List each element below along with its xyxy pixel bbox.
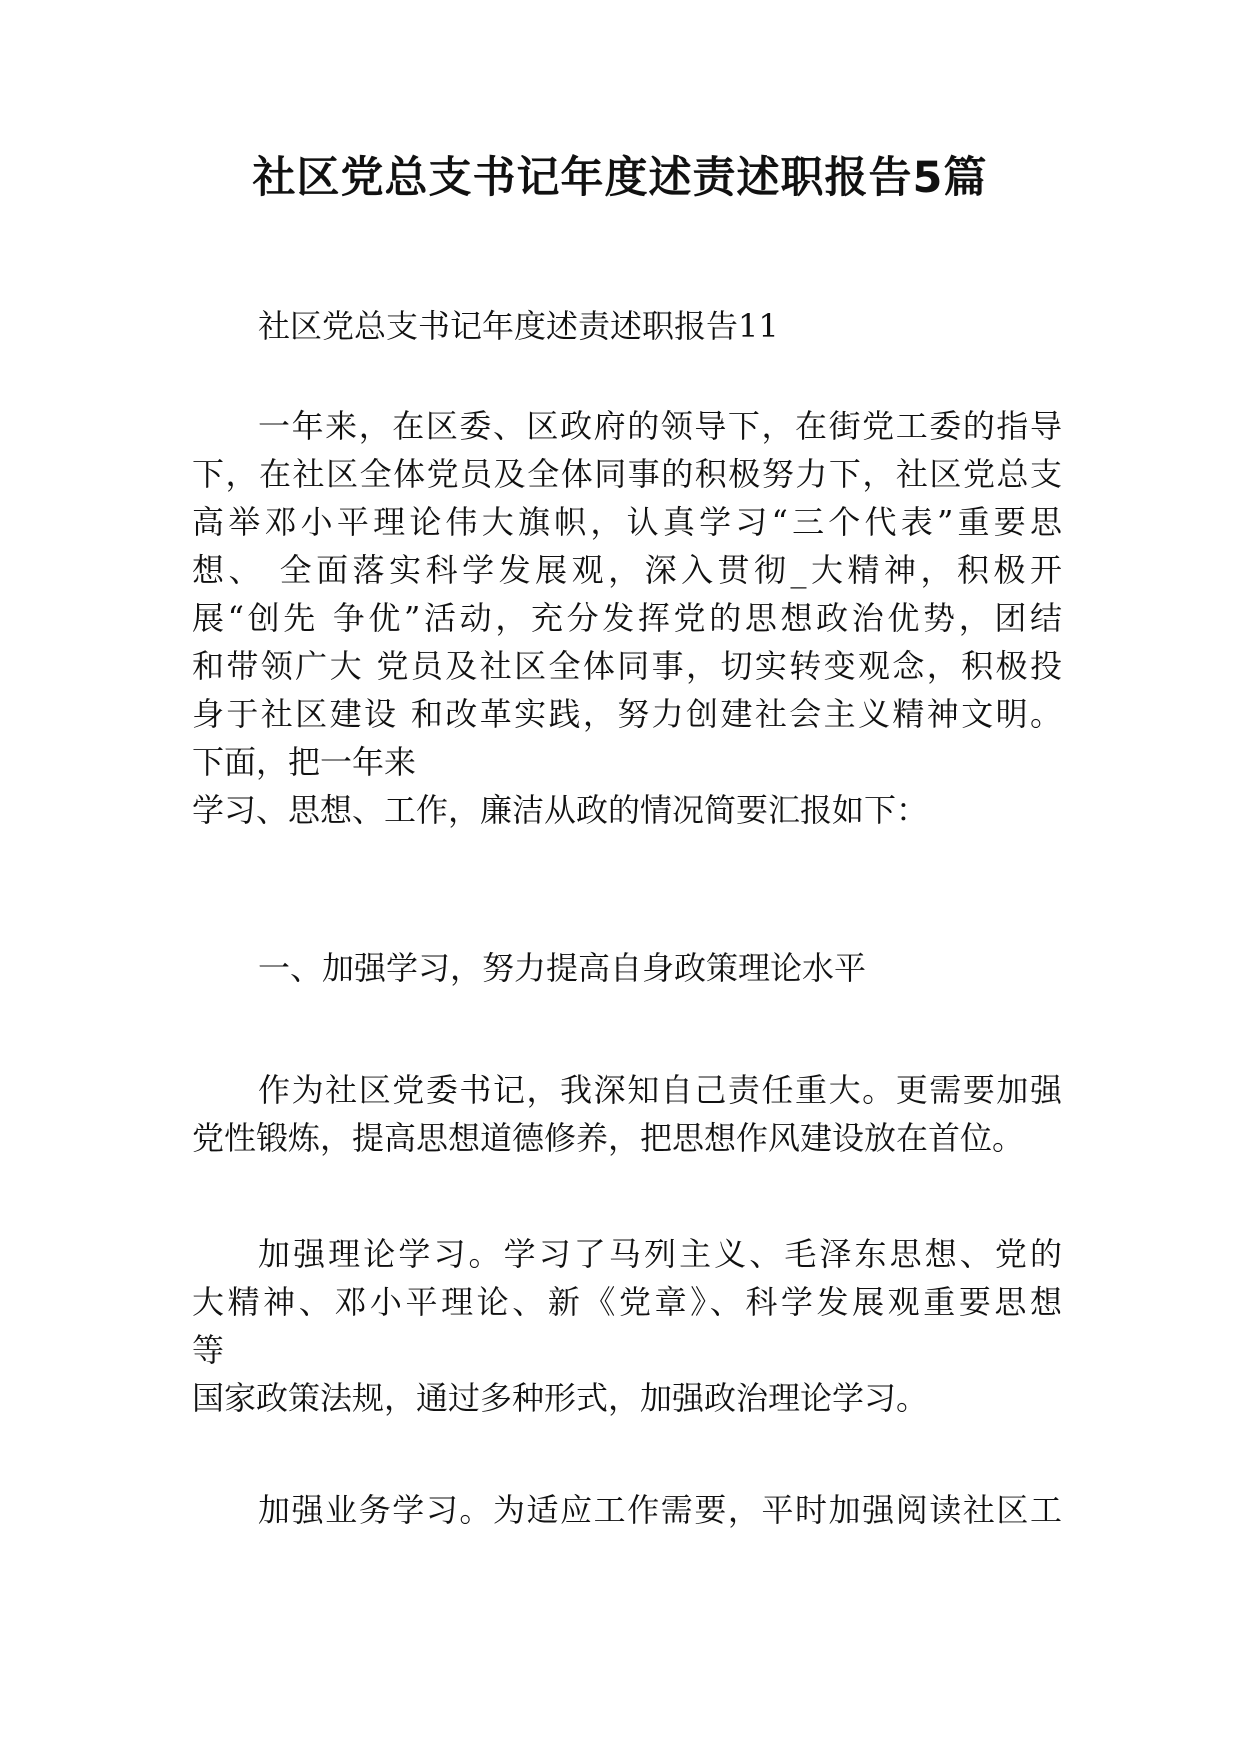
business-study-paragraph [192, 1486, 1062, 1534]
intro-paragraph [192, 402, 1062, 834]
document-title: 社区党总支书记年度述责述职报告5篇 [252, 153, 988, 203]
paragraph-line: 下面，把一年来 [192, 743, 417, 781]
theory-study-paragraph [192, 1230, 1062, 1422]
paragraph-line: 大精神、邓小平理论、新《党章》、科学发展观重要思想 [192, 1283, 1062, 1321]
paragraph-line: 国家政策法规，通过多种形式，加强政治理论学习。 [192, 1379, 929, 1417]
report-subtitle [192, 302, 1062, 350]
paragraph-line: 下，在社区全体党员及全体同事的积极努力下，社区党总支 [192, 455, 1062, 493]
section-heading-line: 一、加强学习，努力提高自身政策理论水平 [258, 949, 867, 987]
paragraph-line: 高举邓小平理论伟大旗帜，认真学习“三个代表”重要思 [192, 503, 1062, 541]
paragraph-line: 和带领广大 党员及社区全体同事，切实转变观念，积极投 [192, 647, 1062, 685]
paragraph-line: 一年来，在区委、区政府的领导下，在街党工委的指导 [258, 407, 1062, 445]
paragraph-line: 作为社区党委书记，我深知自己责任重大。更需要加强 [258, 1071, 1062, 1109]
paragraph-line: 想、 全面落实科学发展观，深入贯彻_大精神，积极开 [192, 551, 1062, 589]
subtitle-line: 社区党总支书记年度述责述职报告11 [258, 307, 779, 345]
paragraph-line: 身于社区建设 和改革实践，努力创建社会主义精神文明。 [192, 695, 1062, 733]
paragraph-line: 展“创先 争优”活动，充分发挥党的思想政治优势，团结 [192, 599, 1062, 637]
paragraph-line: 等 [192, 1331, 225, 1369]
paragraph-line: 学习、思想、工作，廉洁从政的情况简要汇报如下： [192, 791, 929, 829]
paragraph-line: 加强业务学习。为适应工作需要，平时加强阅读社区工 [258, 1491, 1062, 1529]
paragraph-line: 党性锻炼，提高思想道德修养，把思想作风建设放在首位。 [192, 1119, 1025, 1157]
section-heading [192, 944, 1062, 992]
paragraph-line: 加强理论学习。学习了马列主义、毛泽东思想、党的 [258, 1235, 1062, 1273]
responsibility-paragraph [192, 1066, 1062, 1162]
